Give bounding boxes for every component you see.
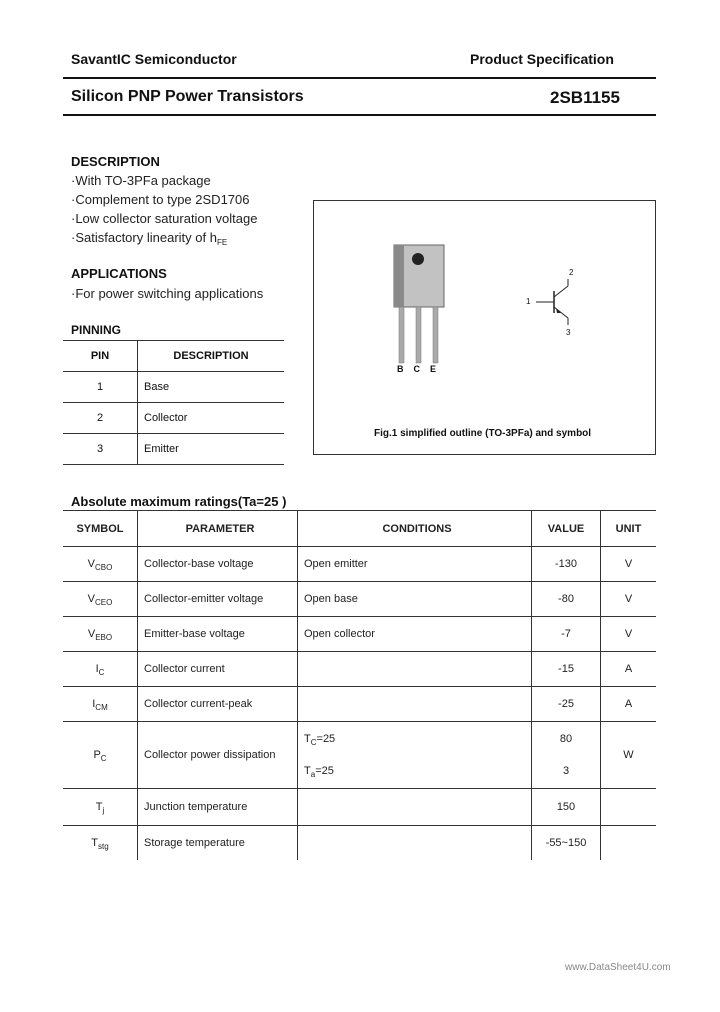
applications-title: APPLICATIONS — [71, 266, 167, 281]
unit-cell: A — [601, 687, 657, 722]
table-row — [63, 547, 656, 582]
parameter-cell: Storage temperature — [138, 826, 298, 861]
pin-description: Collector — [138, 403, 285, 434]
symbol-cell: $T_j$ — [63, 789, 138, 826]
description-item-hfe: ·Satisfactory linearity of $h_{FE}$ — [71, 230, 228, 247]
symbol-label-2: 2 — [569, 268, 574, 277]
description-item: ·Complement to type 2SD1706 — [71, 192, 250, 207]
table-row — [63, 372, 284, 403]
pin-number: 3 — [63, 434, 138, 465]
value-header: VALUE — [532, 511, 601, 547]
parameter-header: PARAMETER — [138, 511, 298, 547]
lead-b — [399, 307, 404, 363]
parameter-cell: Collector current-peak — [138, 687, 298, 722]
ratings-title: Absolute maximum ratings(Ta=25 ) — [71, 494, 287, 509]
pin-number: 1 — [63, 372, 138, 403]
description-item: ·With TO-3PFa package — [71, 173, 211, 188]
doc-type: Product Specification — [470, 51, 614, 67]
mounting-hole — [412, 253, 424, 265]
table-row — [63, 826, 656, 861]
ratings-table — [63, 510, 656, 860]
package-outline-image — [314, 201, 655, 454]
pin-description-header: DESCRIPTION — [138, 341, 285, 372]
watermark-text: www.DataSheet4U.com — [565, 962, 671, 973]
unit-header: UNIT — [601, 511, 657, 547]
value-cell: -25 — [532, 687, 601, 722]
symbol-emitter-arrow — [556, 308, 561, 313]
conditions-header: CONDITIONS — [298, 511, 532, 547]
value-cell: -15 — [532, 652, 601, 687]
conditions-cell — [298, 789, 532, 826]
symbol-cell: $I_C$ — [63, 652, 138, 687]
unit-cell: W — [601, 722, 657, 789]
parameter-cell: Collector power dissipation — [138, 722, 298, 789]
pinning-table — [63, 340, 284, 465]
figure-caption: Fig.1 simplified outline (TO-3PFa) and symbol — [374, 428, 592, 439]
lead-letters: BCE — [397, 364, 447, 374]
unit-cell: V — [601, 582, 657, 617]
part-number: 2SB1155 — [550, 88, 620, 107]
symbol-cell: $T_{stg}$ — [63, 826, 138, 861]
table-row — [63, 652, 656, 687]
company-name: SavantIC Semiconductor — [71, 51, 237, 67]
conditions-cell: $T_C=25$ $T_a=25$ — [298, 722, 532, 789]
pin-number: 2 — [63, 403, 138, 434]
unit-cell: V — [601, 617, 657, 652]
value-cell: -55~150 — [532, 826, 601, 861]
symbol-collector-lead — [554, 286, 568, 297]
parameter-cell: Emitter-base voltage — [138, 617, 298, 652]
table-row — [63, 687, 656, 722]
table-row — [63, 789, 656, 826]
header-rule-bottom — [63, 114, 656, 116]
description-list — [71, 171, 257, 249]
applications-item: ·For power switching applications — [71, 286, 264, 301]
description-item: ·Low collector saturation voltage — [71, 211, 258, 226]
pin-description: Emitter — [138, 434, 285, 465]
symbol-header: SYMBOL — [63, 511, 138, 547]
header-rule-top — [63, 77, 656, 79]
symbol-cell: $V_{CBO}$ — [63, 547, 138, 582]
conditions-cell: Open base — [298, 582, 532, 617]
parameter-cell: Collector-base voltage — [138, 547, 298, 582]
pin-description: Base — [138, 372, 285, 403]
symbol-label-3: 3 — [566, 328, 571, 337]
unit-cell — [601, 826, 657, 861]
table-row — [63, 434, 284, 465]
conditions-cell — [298, 687, 532, 722]
pinning-title: PINNING — [71, 323, 122, 337]
symbol-cell: $I_{CM}$ — [63, 687, 138, 722]
description-title: DESCRIPTION — [71, 154, 160, 169]
symbol-cell: $P_C$ — [63, 722, 138, 789]
symbol-cell: $V_{CEO}$ — [63, 582, 138, 617]
table-row — [63, 403, 284, 434]
package-side-shade — [394, 245, 404, 307]
lead-e — [433, 307, 438, 363]
figure-box — [313, 200, 656, 455]
hfe-subscript: FE — [216, 238, 228, 247]
table-row — [63, 582, 656, 617]
parameter-cell: Collector current — [138, 652, 298, 687]
parameter-cell: Junction temperature — [138, 789, 298, 826]
pin-header: PIN — [63, 341, 138, 372]
value-cell: 80 3 — [532, 722, 601, 789]
unit-cell: V — [601, 547, 657, 582]
unit-cell: A — [601, 652, 657, 687]
value-cell: -7 — [532, 617, 601, 652]
value-cell: 150 — [532, 789, 601, 826]
symbol-label-1: 1 — [526, 297, 531, 306]
conditions-cell: Open emitter — [298, 547, 532, 582]
conditions-cell — [298, 826, 532, 861]
symbol-emitter-lead — [554, 307, 568, 318]
symbol-cell: $V_{EBO}$ — [63, 617, 138, 652]
parameter-cell: Collector-emitter voltage — [138, 582, 298, 617]
conditions-cell — [298, 652, 532, 687]
unit-cell — [601, 789, 657, 826]
lead-c — [416, 307, 421, 363]
value-cell: -130 — [532, 547, 601, 582]
product-line-title: Silicon PNP Power Transistors — [71, 88, 304, 105]
table-row — [63, 722, 656, 789]
value-cell: -80 — [532, 582, 601, 617]
table-row — [63, 617, 656, 652]
conditions-cell: Open collector — [298, 617, 532, 652]
